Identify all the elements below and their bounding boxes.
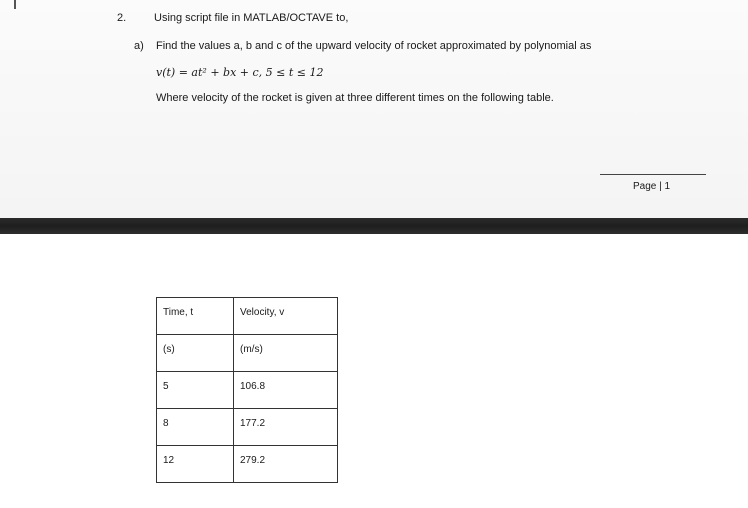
page-number: Page | 1 — [633, 181, 671, 192]
cell-time: 5 — [157, 372, 234, 409]
table-row — [157, 372, 338, 409]
cell-velocity: 279.2 — [234, 446, 338, 483]
cell-velocity: 106.8 — [234, 372, 338, 409]
cell-velocity: 177.2 — [234, 409, 338, 446]
table-row — [157, 409, 338, 446]
header-cell-velocity: Velocity, v — [234, 298, 338, 335]
cell-time: 12 — [157, 446, 234, 483]
table-note: Where velocity of the rocket is given at three different times on the following table. — [156, 92, 554, 104]
header-cell-time: Time, t — [157, 298, 234, 335]
document-page-top — [0, 0, 748, 218]
velocity-equation: v(t) = at² + bx + c, 5 ≤ t ≤ 12 — [156, 66, 324, 79]
part-label: a) — [134, 40, 144, 52]
part-text: Find the values a, b and c of the upward velocity of rocket approximated by polynomial as — [156, 40, 592, 52]
table-row — [157, 446, 338, 483]
page-edge-mark — [14, 0, 16, 9]
table-header-row — [157, 298, 338, 335]
footer-rule — [600, 174, 706, 175]
unit-cell-velocity: (m/s) — [234, 335, 338, 372]
question-number: 2. — [117, 12, 127, 24]
velocity-table — [156, 297, 338, 483]
page-separator-band — [0, 218, 748, 234]
question-intro: Using script file in MATLAB/OCTAVE to, — [154, 12, 349, 24]
document-page-bottom — [0, 234, 748, 508]
unit-cell-time: (s) — [157, 335, 234, 372]
cell-time: 8 — [157, 409, 234, 446]
table-units-row — [157, 335, 338, 372]
